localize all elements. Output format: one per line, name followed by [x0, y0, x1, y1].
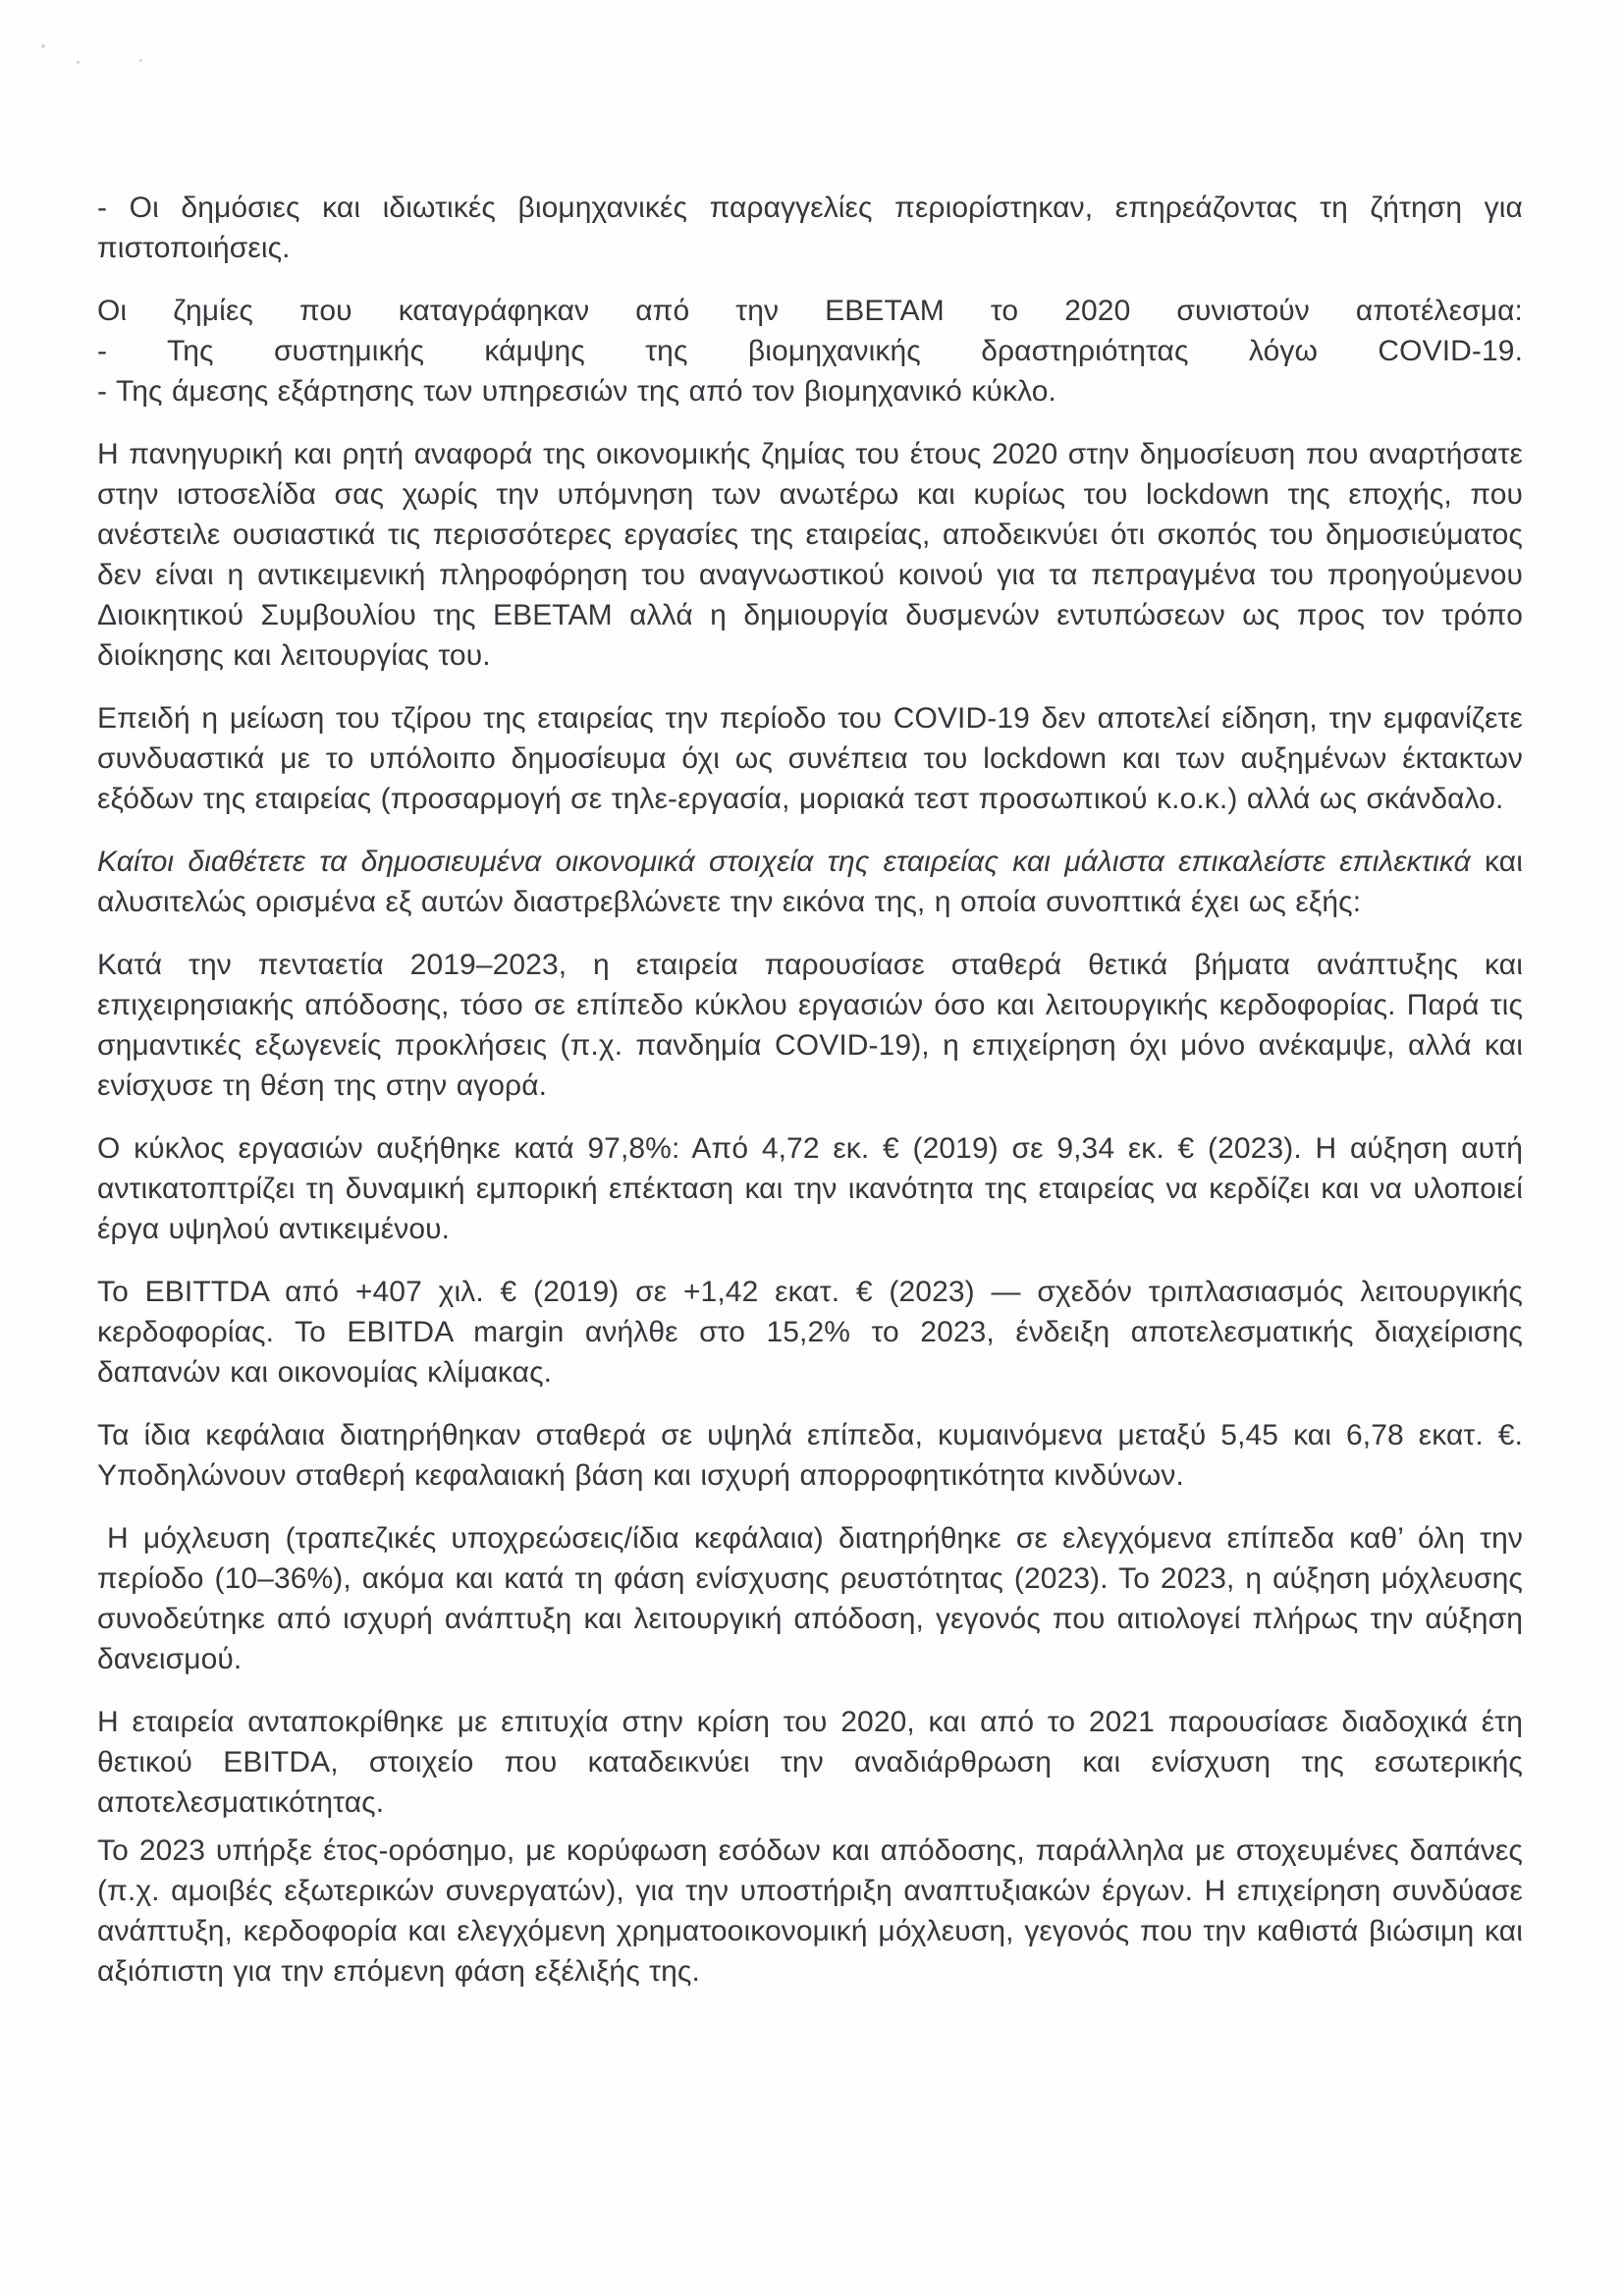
paragraph-equity-stability: Τα ίδια κεφάλαια διατηρήθηκαν σταθερά σε υψηλά επίπεδα, κυμαινόμενα μεταξύ 5,45 και 6,78 εκατ. €. Υποδηλώνουν σταθερή κεφαλαιακή βάση και ισχυρή απορροφητικότητα κινδύνων.	[97, 1419, 1523, 1492]
losses-bullet-systemic: - Της συστημικής κάμψης της βιομηχανικής δραστηριότητας λόγω COVID-19.	[97, 335, 1523, 367]
paragraph-turnover-increase: Ο κύκλος εργασιών αυξήθηκε κατά 97,8%: Από 4,72 εκ. € (2019) σε 9,34 εκ. € (2023). Η αύξηση αυτή αντικατοπτρίζει τη δυναμική εμπορική επέκταση και την ικανότητα της εταιρείας να κερδίζει και να υλοποιεί έργα υψηλού αντικειμένου.	[97, 1132, 1523, 1245]
italic-lead-text: Καίτοι διαθέτετε τα δημοσιευμένα οικονομικά στοιχεία της εταιρείας και μάλιστα επικαλείστε επιλεκτικά	[97, 846, 1486, 878]
paragraph-publication-purpose: Η πανηγυρική και ρητή αναφορά της οικονομικής ζημίας του έτους 2020 στην δημοσίευση που αναρτήσατε στην ιστοσελίδα σας χωρίς την υπόμνηση των ανωτέρω και κυρίως του lockdown της εποχής, που ανέστειλε ουσιαστικά τις περισσότερες εργασίες της εταιρείας, αποδεικνύει ότι σκοπός του δημοσιεύματος δεν είναι η αντικειμενική πληροφόρηση του αναγνωστικού κοινού για τα πεπραγμένα του προηγούμενου Διοικητικού Συμβουλίου της ΕΒΕΤΑΜ αλλά η δημιουργία δυσμενών εντυπώσεων ως προς τον τρόπο διοίκησης και λειτουργίας του.	[97, 438, 1523, 672]
paragraph-ebitda-growth: Το EBITTDA από +407 χιλ. € (2019) σε +1,42 εκατ. € (2023) — σχεδόν τριπλασιασμός λειτουργικής κερδοφορίας. Το EBITDA margin ανήλθε στο 15,2% το 2023, ένδειξη αποτελεσματικής διαχείρισης δαπανών και οικονομίας κλίμακας.	[97, 1276, 1523, 1389]
losses-intro-line: Οι ζημίες που καταγράφηκαν από την ΕΒΕΤΑΜ το 2020 συνιστούν αποτέλεσμα:	[97, 295, 1523, 327]
paragraph-losses-2020	[97, 291, 1523, 411]
paragraph-turnover-reduction: Επειδή η μείωση του τζίρου της εταιρείας την περίοδο του COVID-19 δεν αποτελεί είδηση, την εμφανίζετε συνδυαστικά με το υπόλοιπο δημοσίευμα όχι ως συνέπεια του lockdown και των αυξημένων έκτακτων εξόδων της εταιρείας (προσαρμογή σε τηλε-εργασία, μοριακά τεστ προσωπικού κ.ο.κ.) αλλά ως σκάνδαλο.	[97, 702, 1523, 815]
paragraph-financial-data-intro	[97, 842, 1523, 922]
scan-speck	[77, 61, 80, 64]
paragraph-certifications-demand: - Οι δημόσιες και ιδιωτικές βιομηχανικές παραγγελίες περιορίστηκαν, επηρεάζοντας τη ζήτηση για πιστοποιήσεις.	[97, 191, 1523, 264]
scan-speck	[41, 44, 45, 48]
letter-body	[97, 188, 1523, 2014]
paragraph-crisis-response: Η εταιρεία ανταποκρίθηκε με επιτυχία στην κρίση του 2020, και από το 2021 παρουσίασε διαδοχικά έτη θετικού EBITDA, στοιχείο που καταδεικνύει την αναδιάρθρωση και ενίσχυση της εσωτερικής αποτελεσματικότητας.	[97, 1706, 1523, 1819]
scan-speck	[139, 59, 142, 62]
paragraph-milestone-2023: Το 2023 υπήρξε έτος-ορόσημο, με κορύφωση εσόδων και απόδοσης, παράλληλα με στοχευμένες δαπάνες (π.χ. αμοιβές εξωτερικών συνεργατών), για την υποστήριξη αναπτυξιακών έργων. Η επιχείρηση συνδύασε ανάπτυξη, κερδοφορία και ελεγχόμενη χρηματοοικονομική μόχλευση, γεγονός που την καθιστά βιώσιμη και αξιόπιστη για την επόμενη φάση εξέλιξής της.	[97, 1834, 1523, 1988]
losses-bullet-dependence: - Της άμεσης εξάρτησης των υπηρεσιών της από τον βιομηχανικό κύκλο.	[97, 375, 1056, 408]
paragraph-leverage: Η μόχλευση (τραπεζικές υποχρεώσεις/ίδια κεφάλαια) διατηρήθηκε σε ελεγχόμενα επίπεδα καθ’ όλη την περίοδο (10–36%), ακόμα και κατά τη φάση ενίσχυσης ρευστότητας (2023). Το 2023, η αύξηση μόχλευσης συνοδεύτηκε από ισχυρή ανάπτυξη και λειτουργική απόδοση, γεγονός που αιτιολογεί πλήρως την αύξηση δανεισμού.	[97, 1522, 1523, 1675]
paragraph-five-year-growth: Κατά την πενταετία 2019–2023, η εταιρεία παρουσίασε σταθερά θετικά βήματα ανάπτυξης και επιχειρησιακής απόδοσης, τόσο σε επίπεδο κύκλου εργασιών όσο και λειτουργικής κερδοφορίας. Παρά τις σημαντικές εξωγενείς προκλήσεις (π.χ. πανδημία COVID-19), η επιχείρηση όχι μόνο ανέκαμψε, αλλά και ενίσχυσε τη θέση της στην αγορά.	[97, 949, 1523, 1102]
financial-data-intro-rest: και αλυσιτελώς ορισμένα εξ αυτών διαστρεβλώνετε την εικόνα της, η οποία συνοπτικά έχει ως εξής:	[97, 846, 1523, 918]
